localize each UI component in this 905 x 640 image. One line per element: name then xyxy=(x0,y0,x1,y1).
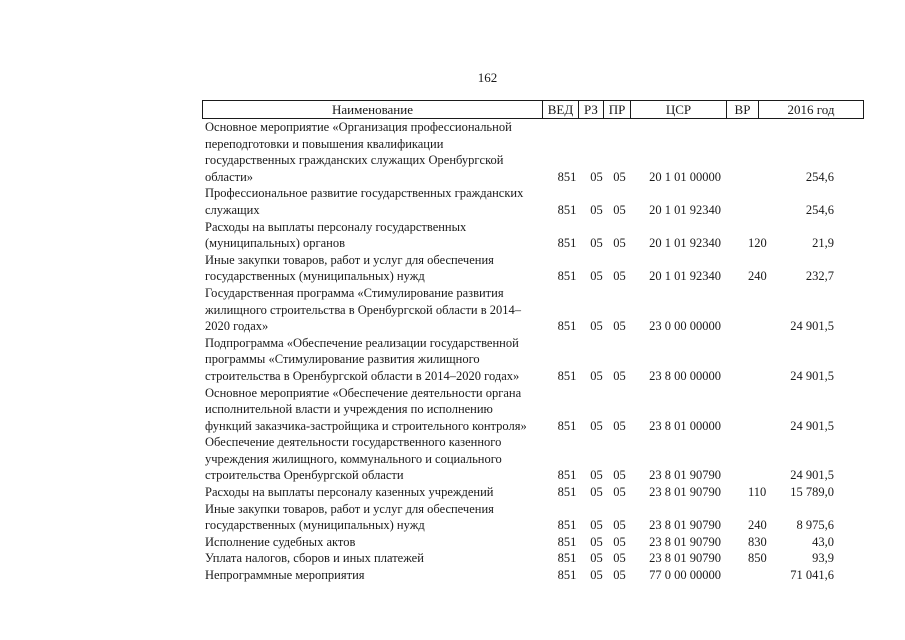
row-csr: 20 1 01 92340 xyxy=(649,236,721,251)
table-header xyxy=(202,100,864,119)
header-pr: ПР xyxy=(604,101,631,118)
row-amount: 15 789,0 xyxy=(790,485,834,500)
row-pr: 05 xyxy=(613,202,626,217)
row-csr: 23 8 01 00000 xyxy=(649,418,721,433)
row-rz: 05 xyxy=(590,534,603,549)
row-name: Основное мероприятие «Организация профессиональной переподготовки и повышения квалификации государственных гражданских служащих Оренбургской области» xyxy=(205,120,512,184)
row-ved: 851 xyxy=(557,368,577,383)
table-row xyxy=(202,219,864,252)
row-vr: 850 xyxy=(748,551,767,566)
row-pr: 05 xyxy=(613,418,626,433)
row-rz: 05 xyxy=(590,368,603,383)
row-rz: 05 xyxy=(590,236,603,251)
row-csr: 23 8 01 90790 xyxy=(649,551,721,566)
table-row xyxy=(202,434,864,484)
row-amount: 24 901,5 xyxy=(790,418,834,433)
table-row xyxy=(202,385,864,435)
table-body xyxy=(202,119,864,584)
row-ved: 851 xyxy=(557,568,577,583)
row-amount: 24 901,5 xyxy=(790,468,834,483)
table-row xyxy=(202,119,864,185)
row-csr: 20 1 01 92340 xyxy=(649,202,721,217)
row-ved: 851 xyxy=(557,551,577,566)
row-pr: 05 xyxy=(613,568,626,583)
row-name: Подпрограмма «Обеспечение реализации государственной программы «Стимулирование развития жилищного строительства в Оренбургской области в 2014–2020 годах» xyxy=(205,335,520,383)
row-amount: 232,7 xyxy=(805,269,834,284)
row-pr: 05 xyxy=(613,236,626,251)
table-row xyxy=(202,484,864,501)
page-number: 162 xyxy=(477,70,498,85)
row-amount: 254,6 xyxy=(805,202,834,217)
row-rz: 05 xyxy=(590,551,603,566)
row-csr: 23 8 01 90790 xyxy=(649,518,721,533)
row-pr: 05 xyxy=(613,551,626,566)
row-ved: 851 xyxy=(557,269,577,284)
row-rz: 05 xyxy=(590,518,603,533)
row-ved: 851 xyxy=(557,202,577,217)
row-rz: 05 xyxy=(590,418,603,433)
row-vr: 110 xyxy=(748,485,767,500)
row-ved: 851 xyxy=(557,468,577,483)
header-vr: ВР xyxy=(727,101,759,118)
row-csr: 23 8 01 90790 xyxy=(649,485,721,500)
table-row xyxy=(202,252,864,285)
row-name: Иные закупки товаров, работ и услуг для обеспечения государственных (муниципальных) нужд xyxy=(205,501,494,533)
row-vr: 120 xyxy=(748,236,767,251)
row-ved: 851 xyxy=(557,236,577,251)
row-pr: 05 xyxy=(613,518,626,533)
row-csr: 23 8 01 90790 xyxy=(649,534,721,549)
row-ved: 851 xyxy=(557,534,577,549)
row-name: Основное мероприятие «Обеспечение деятельности органа исполнительной власти и учреждения по исполнению функций заказчика-застройщика и строительного контроля» xyxy=(205,385,527,433)
row-amount: 24 901,5 xyxy=(790,319,834,334)
row-ved: 851 xyxy=(557,485,577,500)
row-rz: 05 xyxy=(590,568,603,583)
header-csr: ЦСР xyxy=(631,101,727,118)
row-vr: 830 xyxy=(748,534,767,549)
budget-table xyxy=(202,100,864,584)
table-row xyxy=(202,335,864,385)
row-csr: 77 0 00 00000 xyxy=(649,568,721,583)
table-row xyxy=(202,550,864,567)
row-csr: 23 0 00 00000 xyxy=(649,319,721,334)
row-rz: 05 xyxy=(590,269,603,284)
header-name: Наименование xyxy=(203,101,543,118)
row-name: Обеспечение деятельности государственного казенного учреждения жилищного, коммунального и социального строительства Оренбургской области xyxy=(205,435,502,483)
row-name: Расходы на выплаты персоналу казенных учреждений xyxy=(205,485,494,500)
row-amount: 71 041,6 xyxy=(790,568,834,583)
row-pr: 05 xyxy=(613,269,626,284)
row-pr: 05 xyxy=(613,319,626,334)
row-rz: 05 xyxy=(590,468,603,483)
table-row xyxy=(202,501,864,534)
row-ved: 851 xyxy=(557,518,577,533)
row-rz: 05 xyxy=(590,169,603,184)
row-amount: 8 975,6 xyxy=(796,518,834,533)
row-csr: 20 1 01 92340 xyxy=(649,269,721,284)
header-rz: РЗ xyxy=(579,101,604,118)
row-name: Государственная программа «Стимулирование развития жилищного строительства в Оренбургской области в 2014– 2020 годах» xyxy=(205,285,522,334)
row-csr: 23 8 01 90790 xyxy=(649,468,721,483)
row-pr: 05 xyxy=(613,368,626,383)
row-ved: 851 xyxy=(557,319,577,334)
row-name: Уплата налогов, сборов и иных платежей xyxy=(205,551,424,566)
row-name: Профессиональное развитие государственных гражданских служащих xyxy=(205,186,524,217)
header-year: 2016 год xyxy=(787,101,835,117)
row-name: Расходы на выплаты персоналу государственных (муниципальных) органов xyxy=(205,219,467,251)
row-amount: 93,9 xyxy=(812,551,834,566)
row-csr: 20 1 01 00000 xyxy=(649,169,721,184)
row-amount: 21,9 xyxy=(812,236,834,251)
row-ved: 851 xyxy=(557,418,577,433)
row-name: Непрограммные мероприятия xyxy=(205,568,365,583)
row-vr: 240 xyxy=(748,269,767,284)
table-row xyxy=(202,285,864,335)
table-row xyxy=(202,567,864,584)
table-row xyxy=(202,185,864,218)
row-rz: 05 xyxy=(590,202,603,217)
row-pr: 05 xyxy=(613,534,626,549)
row-vr: 240 xyxy=(748,518,767,533)
row-amount: 43,0 xyxy=(812,534,834,549)
row-pr: 05 xyxy=(613,485,626,500)
row-rz: 05 xyxy=(590,485,603,500)
row-name: Иные закупки товаров, работ и услуг для обеспечения государственных (муниципальных) нужд xyxy=(205,252,494,284)
row-pr: 05 xyxy=(613,169,626,184)
row-amount: 24 901,5 xyxy=(790,368,834,383)
row-ved: 851 xyxy=(557,169,577,184)
row-csr: 23 8 00 00000 xyxy=(649,368,721,383)
table-row xyxy=(202,534,864,551)
row-pr: 05 xyxy=(613,468,626,483)
row-rz: 05 xyxy=(590,319,603,334)
row-amount: 254,6 xyxy=(805,169,834,184)
header-ved: ВЕД xyxy=(543,101,579,118)
row-name: Исполнение судебных актов xyxy=(205,534,356,549)
